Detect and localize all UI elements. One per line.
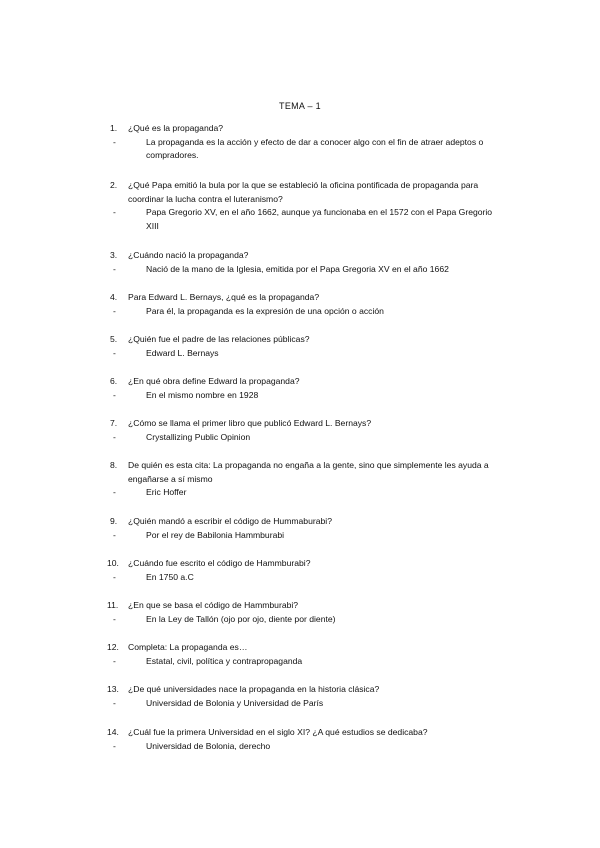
bullet-dash: - bbox=[113, 347, 116, 358]
bullet-dash: - bbox=[113, 487, 116, 497]
question-text: ¿Quién mandó a escribir el código de Hummaburabi? bbox=[128, 516, 332, 526]
bullet-dash: - bbox=[113, 305, 116, 316]
question-text: ¿Qué Papa emitió la bula por la que se estableció la oficina pontificada de propaganda para coordinar la lucha contra el luteranismo? bbox=[128, 180, 479, 204]
bullet-dash: - bbox=[113, 431, 116, 442]
question-text: Para Edward L. Bernays, ¿qué es la propaganda? bbox=[128, 292, 320, 302]
bullet-dash: - bbox=[113, 655, 116, 666]
question-number: 13. bbox=[107, 684, 119, 694]
answer-text: Universidad de Bolonia y Universidad de París bbox=[146, 697, 324, 708]
question-text: ¿En que se basa el código de Hammburabi? bbox=[128, 600, 299, 610]
answer-text: En la Ley de Tallón (ojo por ojo, diente por diente) bbox=[146, 613, 336, 624]
question-text: ¿Cómo se llama el primer libro que publicó Edward L. Bernays? bbox=[128, 418, 372, 428]
question-number: 4. bbox=[110, 292, 118, 302]
answer-text: Crystallizing Public Opinion bbox=[146, 431, 251, 442]
question-number: 14. bbox=[107, 727, 119, 737]
answer-text: Papa Gregorio XV, en el año 1662, aunque ya funcionaba en el 1572 con el Papa Gregorio XIII bbox=[146, 207, 493, 231]
page-title: TEMA – 1 bbox=[279, 101, 321, 111]
answer-text: Por el rey de Babilonia Hammburabi bbox=[146, 529, 285, 540]
question-number: 7. bbox=[110, 418, 118, 428]
question-number: 10. bbox=[107, 558, 119, 568]
question-number: 11. bbox=[107, 600, 119, 610]
answer-text: La propaganda es la acción y efecto de dar a conocer algo con el fin de atraer adeptos o compradores. bbox=[146, 136, 484, 160]
question-text: ¿Quién fue el padre de las relaciones públicas? bbox=[128, 334, 310, 344]
bullet-dash: - bbox=[113, 740, 116, 751]
question-number: 5. bbox=[110, 334, 118, 344]
bullet-dash: - bbox=[113, 571, 116, 582]
bullet-dash: - bbox=[113, 529, 116, 540]
question-text: ¿En qué obra define Edward la propaganda? bbox=[128, 376, 300, 386]
question-number: 2. bbox=[110, 180, 118, 190]
question-text: ¿De qué universidades nace la propaganda en la historia clásica? bbox=[128, 684, 380, 694]
bullet-dash: - bbox=[113, 263, 116, 274]
bullet-dash: - bbox=[113, 697, 116, 708]
bullet-dash: - bbox=[113, 136, 116, 147]
answer-text: En el mismo nombre en 1928 bbox=[146, 389, 259, 400]
answer-text: Estatal, civil, política y contrapropaganda bbox=[146, 655, 303, 666]
answer-text: Universidad de Bolonia, derecho bbox=[146, 740, 271, 751]
answer-text: Para él, la propaganda es la expresión de una opción o acción bbox=[146, 305, 384, 316]
question-number: 9. bbox=[110, 516, 118, 526]
answer-text: En 1750 a.C bbox=[146, 571, 194, 582]
question-text: ¿Cuál fue la primera Universidad en el siglo XI? ¿A qué estudios se dedicaba? bbox=[128, 727, 428, 737]
question-number: 8. bbox=[110, 460, 118, 470]
question-text: ¿Cuándo nació la propaganda? bbox=[128, 250, 249, 260]
question-text: ¿Qué es la propaganda? bbox=[128, 123, 224, 133]
answer-text: Eric Hoffer bbox=[146, 487, 187, 497]
bullet-dash: - bbox=[113, 389, 116, 400]
question-text: ¿Cuándo fue escrito el código de Hammburabi? bbox=[128, 558, 311, 568]
question-text: De quién es esta cita: La propaganda no engaña a la gente, sino que simplemente les ayuda a engañarse a sí mismo bbox=[128, 460, 489, 484]
bullet-dash: - bbox=[113, 207, 116, 217]
bullet-dash: - bbox=[113, 613, 116, 624]
answer-text: Edward L. Bernays bbox=[146, 347, 219, 358]
question-number: 1. bbox=[110, 123, 118, 133]
question-text: Completa: La propaganda es… bbox=[128, 642, 248, 652]
question-number: 12. bbox=[107, 642, 119, 652]
question-number: 6. bbox=[110, 376, 118, 386]
answer-text: Nació de la mano de la Iglesia, emitida por el Papa Gregoria XV en el año 1662 bbox=[146, 263, 449, 274]
question-number: 3. bbox=[110, 250, 118, 260]
